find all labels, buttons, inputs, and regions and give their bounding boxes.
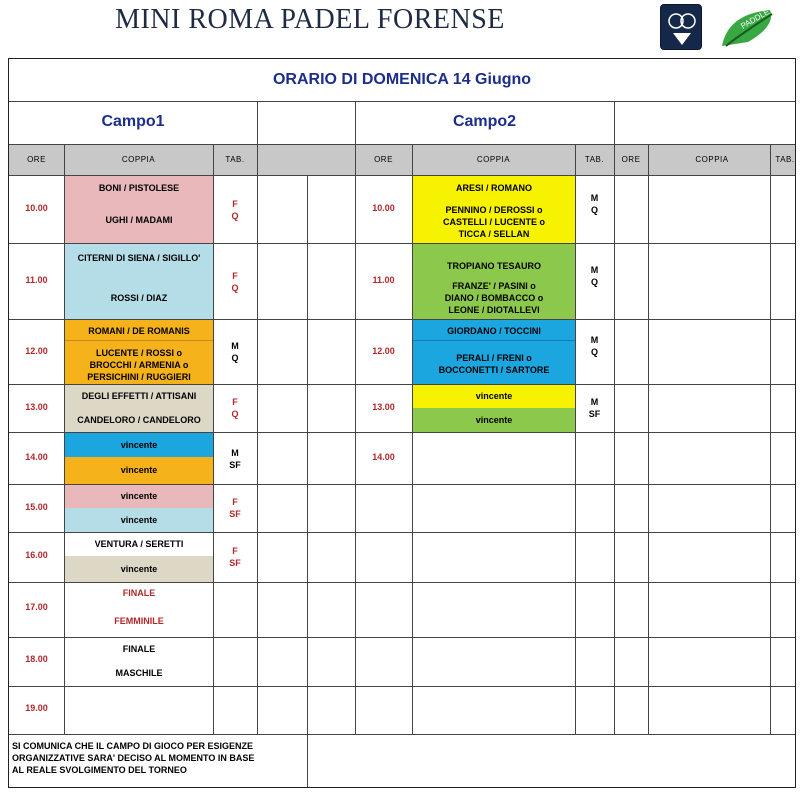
team-bottom: LUCENTE / ROSSI o BROCCHI / ARMENIA o PERSICHINI / RUGGIERI [87, 348, 191, 382]
team-bottom: PERALI / FRENI o BOCCONETTI / SARTORE [438, 353, 550, 375]
campo1-label: Campo1 [101, 113, 165, 130]
match-c1-12 [65, 320, 213, 384]
page-title: MINI ROMA PADEL FORENSE [115, 4, 505, 35]
team-bottom: UGHI / MADAMI [105, 215, 173, 225]
time-12-c1: 12.00 [25, 346, 48, 356]
final-men-top: FINALE [122, 644, 156, 654]
col-tab-2: TAB. [584, 155, 605, 164]
match-c1-16-bottom: vincente [65, 556, 213, 582]
time-14-c2: 14.00 [372, 452, 395, 462]
schedule-heading: ORARIO DI DOMENICA 14 Giugno [272, 71, 532, 88]
match-c1-15-bottom: vincente [65, 508, 213, 532]
paddle-logo [718, 6, 780, 50]
final-women-bottom: FEMMINILE [114, 616, 164, 626]
final-men-bottom: MASCHILE [115, 668, 163, 678]
time-15-c1: 15.00 [25, 502, 48, 512]
logo-text: PADDLE [739, 7, 772, 31]
organizational-note: SI COMUNICA CHE IL CAMPO DI GIOCO PER ESIGENZE ORGANIZZATIVE SARA' DECISO AL MOMENTO IN BASE AL REALE SVOLGIMENTO DEL TORNEO [12, 741, 255, 775]
team-bottom: FRANZE' / PASINI o DIANO / BOMBACCO o LEONE / DIOTALLEVI [444, 281, 544, 315]
campo2-label: Campo2 [452, 113, 517, 130]
match-c1-14-bottom: vincente [65, 457, 213, 484]
tab-c2-11: M Q [590, 265, 599, 287]
col-ore-2: ORE [374, 155, 393, 164]
match-c1-15-top: vincente [65, 485, 213, 508]
match-c2-13-bottom: vincente [413, 408, 575, 432]
time-12-c2: 12.00 [372, 346, 395, 356]
time-16-c1: 16.00 [25, 550, 48, 560]
tab-c1-12: M Q [231, 341, 239, 363]
tab-c1-15: F SF [229, 497, 241, 519]
match-c1-16-top: VENTURA / SERETTI [94, 539, 184, 549]
col-ore-3: ORE [621, 155, 641, 164]
time-10-c1: 10.00 [25, 203, 48, 213]
tab-c1-14: M SF [229, 448, 241, 470]
tab-c1-13: F Q [231, 397, 239, 419]
time-13-c2: 13.00 [372, 402, 395, 412]
tab-c2-12: M Q [590, 335, 599, 357]
time-18-c1: 18.00 [25, 654, 48, 664]
tab-c2-13: M SF [588, 397, 601, 419]
match-c2-11 [413, 244, 575, 319]
team-top: GIORDANO / TOCCINI [447, 326, 541, 336]
team-bottom: CANDELORO / CANDELORO [77, 415, 201, 425]
tab-c1-10: F Q [231, 199, 239, 221]
team-bottom: PENNINO / DEROSSI o CASTELLI / LUCENTE o TICCA / SELLAN [443, 205, 545, 239]
time-11-c2: 11.00 [372, 275, 395, 285]
team-bottom: ROSSI / DIAZ [110, 293, 168, 303]
match-c1-10 [65, 176, 213, 243]
tab-c1-11: F Q [231, 271, 239, 293]
time-14-c1: 14.00 [25, 452, 48, 462]
col-coppia-1: COPPIA [121, 155, 156, 164]
match-c2-10 [413, 176, 575, 243]
match-c1-13 [65, 385, 213, 432]
team-top: BONI / PISTOLESE [98, 183, 180, 193]
time-13-c1: 13.00 [25, 402, 48, 412]
col-tab-1: TAB. [225, 155, 245, 164]
match-c2-12 [413, 320, 575, 384]
team-top: ARESI / ROMANO [455, 183, 532, 193]
tab-c1-16: F SF [229, 546, 241, 568]
col-coppia-3: COPPIA [695, 155, 729, 164]
time-10-c2: 10.00 [372, 203, 395, 213]
tab-c2-10: M Q [590, 193, 599, 215]
match-c1-14-top: vincente [65, 433, 213, 457]
team-top: TROPIANO TESAURO [446, 261, 541, 271]
time-11-c1: 11.00 [25, 275, 48, 285]
final-women-top: FINALE [122, 588, 156, 598]
team-top: CITERNI DI SIENA / SIGILLO' [77, 253, 201, 263]
col-tab-3: TAB. [775, 155, 795, 164]
match-c1-11 [65, 244, 213, 319]
team-top: ROMANI / DE ROMANIS [88, 326, 190, 336]
team-top: DEGLI EFFETTI / ATTISANI [81, 391, 197, 401]
col-coppia-2: COPPIA [476, 155, 511, 164]
match-c2-13-top: vincente [413, 385, 575, 408]
club-logo [660, 4, 702, 50]
col-ore-1: ORE [27, 155, 46, 164]
time-19-c1: 19.00 [25, 703, 48, 713]
time-17-c1: 17.00 [25, 602, 48, 612]
